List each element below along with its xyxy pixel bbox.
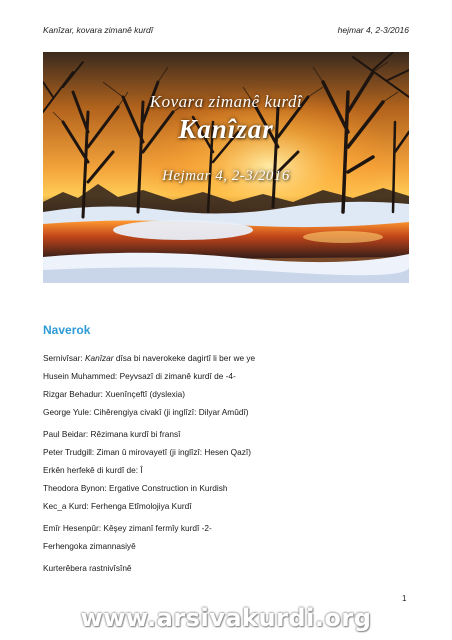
toc-author: Kec_a Kurd: [43,501,91,511]
toc-heading: Naverok [43,323,91,337]
toc-author: Husein Muhammed: [43,371,120,381]
toc-text: Ferhengoka zimannasiyê [43,541,136,551]
toc-item [43,429,180,439]
toc-item [43,523,212,533]
toc-item [43,389,185,399]
toc-item [43,483,228,493]
toc-text: dîsa bi naverokeke dagirtî li ber we ye [113,353,256,363]
toc-text: Ferhenga Etîmolojiya Kurdî [90,501,192,511]
toc-item [43,353,255,363]
toc-item [43,465,143,475]
toc-author: Sernivîsar: [43,353,85,363]
toc-item [43,563,132,573]
toc-text: Erkên herfekê di kurdî de: Î [43,465,143,475]
toc-text: Kurterêbera rastnivîsînê [43,563,132,573]
header-issue-number: hejmar 4, 2-3/2016 [337,25,409,35]
toc-item [43,501,192,511]
toc-text: Ergative Construction in Kurdish [108,483,228,493]
toc-item [43,371,236,381]
toc-text: Cihêrengiya civakî (ji inglîzî: Dilyar Amûdî) [93,407,249,417]
cover-issue: Hejmar 4, 2-3/2016 [162,168,290,184]
toc-title-italic: Kanîzar [84,353,114,363]
header-journal-title: Kanîzar, kovara zimanê kurdî [43,25,154,35]
cover-image [43,52,409,283]
watermark: www.arsivakurdi.org [80,604,372,632]
toc-author: Emîr Hesenpûr: [43,523,104,533]
cover-subtitle: Kovara zimanê kurdî [149,92,303,111]
toc-text: Xuenînçeftî (dyslexia) [105,389,186,399]
toc-author: Paul Beidar: [43,429,91,439]
toc-text: Ziman û mirovayetî (ji inglîzî: Hesen Qazî) [96,447,251,457]
toc-author: Peter Trudgill: [43,447,97,457]
running-header [43,25,409,35]
cover-title: Kanîzar [178,114,274,144]
toc-item [43,541,136,551]
toc-author: George Yule: [43,407,94,417]
toc-text: Peyvsazî di zimanê kurdî de -4- [119,371,236,381]
toc-author: Theodora Bynon: [43,483,109,493]
toc-author: Rizgar Behadur: [43,389,106,399]
toc-item [43,407,249,417]
toc-text: Kêşey zimanî fermîy kurdî -2- [103,523,212,533]
toc-item [43,447,251,457]
toc-text: Rêzimana kurdî bi fransî [90,429,181,439]
page-number: 1 [402,594,407,603]
